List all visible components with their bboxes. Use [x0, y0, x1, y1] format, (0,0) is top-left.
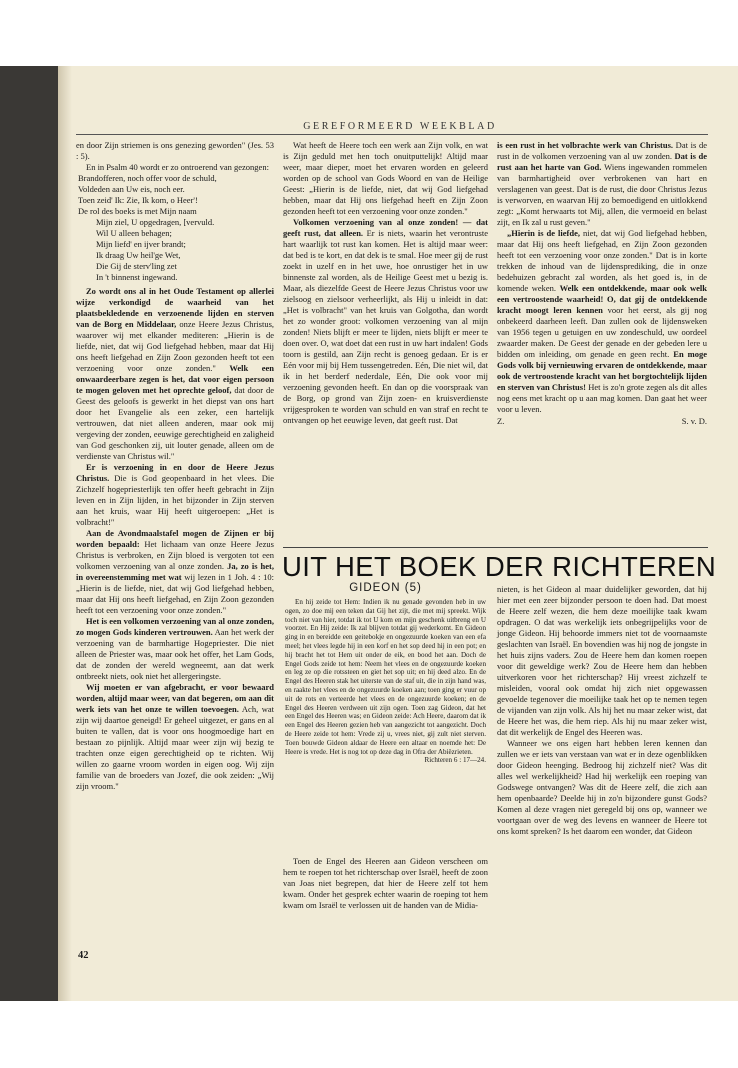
paragraph: nieten, is het Gideon al maar duidelijker geworden, dat hij hier met een zeer bijzonder persoon te doen had. Dat moest de Heere zelf wezen, die hem deze moeilijke taak kwam opdragen. O dat was werkelijk iets onbegrijpelijks voor de jonge Gideon. Hij behoorde immers niet tot de voornaamste geslachten van Israël. En bovendien was hij nog de jongste in het huis zijns vaders. Zou de Heere hem dan komen roepen voor dit geweldige werk? Zou de Heere hem dan hebben uitverkoren voor het richterschap? Hij vreest zichzelf te misleiden, vooral ook omdat hij zich niet opgewassen gevoelde tegenover die moeilijke taak het op te nemen tegen de vijanden van zijn volk. Als hij het nu maar zeker wist, dat de Heere het was, die hem riep. Als hij nu maar zeker wist, dat dit werkelijk de Engel des Heeren was.: [497, 584, 707, 737]
article-column-3: [497, 584, 707, 837]
poem-line: Mijn ziel, U opgedragen, [vervuld.: [96, 217, 215, 227]
text: Wiens ingewanden rommelen van barmhartigheid over verbrokenen van hart en verslagenen van geest. Dat is de rust, die door Christus Jezus is verworven, en waarvan Hij zo bemoedigend en uitlokkend zegt: „Komt herwaarts tot Mij, allen, die vermoeid en belast zijt, en Ik zal u rust geven.": [497, 162, 707, 227]
column-1: [76, 140, 274, 792]
bold-text: Dat is de rust aan het harte van God.: [497, 151, 707, 172]
paragraph: [76, 528, 274, 616]
text: niet, dat wij God liefgehad hebben, maar dat Hij ons heeft liefgehad, en Zijn Zoon gezonden heeft tot een verzoening voor onze zonden." Dat is in korte trekken de inhoud van de lijdensprediking, die in onze bedehuizen gebracht zal worden, als het goed is, in de komende weken.: [497, 228, 707, 293]
text: wij lezen in 1 Joh. 4 : 10: „Hierin is de liefde, niet, dat wij God liefgehad hebben, maar dat Hij ons heeft liefgehad, en Zijn Zoon gezonden heeft tot een verzoening voor onze zonden.": [76, 572, 274, 615]
column-3: [497, 140, 707, 427]
text: Het is zo'n grote zegen als dit alles nog eens met kracht op u aan mag komen. Dan gaat het weer voor u leven.: [497, 382, 707, 414]
poem-line: Die Gij de sterv'ling zet: [96, 261, 177, 271]
scan-left-edge: [0, 66, 58, 1001]
text: Dat is de rust in de volkomen verzoening van al uw zonden.: [497, 140, 707, 161]
poem-line: In 't binnenst ingewand.: [96, 272, 178, 282]
text: Die is God geopenbaard in het vlees. Die Zichzelf hogepriesterlijk ten offer heeft gebracht in Zijn leven en in Zijn lijden, in het bijzonder in Zijn sterven aan het kruis, waar Hij heeft uitgeroepen: „Het is volbracht!": [76, 473, 274, 527]
bold-text: Wij moeten er van afgebracht, er voor bewaard worden, altijd maar weer, van dat begeren, om aan dit werk iets van het onze te willen toevoegen.: [76, 682, 274, 714]
signature-initial: Z.: [497, 416, 505, 426]
poem-line: Brandofferen, noch offer voor de schuld,: [78, 173, 217, 183]
poem-line: Mijn liefd' en ijver brandt;: [96, 239, 186, 249]
paragraph: [76, 286, 274, 462]
article-rule: [283, 547, 708, 548]
bold-text: Volkomen verzoening van al onze zonden! — dat geeft rust, dat alleen.: [283, 217, 488, 238]
bold-text: Het is een volkomen verzoening van al onze zonden, zo mogen Gods kinderen vertrouwen.: [76, 616, 274, 637]
text: onze Heere Jezus Christus, waarover wij met elkander mediteren: „Hierin is de liefde, niet, dat wij God liefgehad hebben, maar dat Hij ons heeft liefgehad en Zijn Zoon gezonden heeft tot een verzoening voor onze zonden.": [76, 319, 274, 373]
poem-line: De rol des boeks is met Mijn naam: [78, 206, 197, 216]
spine-shadow: [58, 66, 72, 1001]
article-title: UIT HET BOEK DER RICHTEREN: [282, 551, 717, 582]
paragraph: [497, 140, 707, 228]
page-number: 42: [78, 950, 89, 961]
bold-text: Ja, zo is het, in overeenstemming met wat: [76, 561, 274, 582]
bottom-margin: [0, 1001, 738, 1068]
masthead-rule: [76, 134, 708, 135]
bold-text: Er is verzoening in en door de Heere Jezus Christus.: [76, 462, 274, 483]
paragraph: [497, 228, 707, 415]
bold-text: „Hierin is de liefde,: [507, 228, 580, 238]
paragraph: [283, 217, 488, 426]
signature-author: S. v. D.: [681, 416, 707, 426]
scripture-quote: [285, 598, 486, 765]
poem-line: Voldeden aan Uw eis, noch eer.: [78, 184, 185, 194]
article-subtitle: GIDEON (5): [349, 582, 422, 594]
bold-text: Aan de Avondmaalstafel mogen de Zijnen er bij worden bepaald:: [76, 528, 274, 549]
poem-line: Toen zeid' Ik: Zie, Ik kom, o Heer'!: [78, 195, 198, 205]
quote-source: Richteren 6 : 17—24.: [424, 756, 486, 765]
poem-line: Ik draag Uw heil'ge Wet,: [96, 250, 181, 260]
paragraph: [76, 462, 274, 528]
text: voor het eerst, als gij nog onbekeerd daarheen leeft. Dan zullen ook de lijdensweken van 1956 tegen u getuigen en uw zondeschuld, uw oordeel zwaarder maken. De Geest der genade en der gebeden lere u bidden om inleiding, om genade en geen recht.: [497, 305, 707, 359]
paragraph: Toen de Engel des Heeren aan Gideon verscheen om hem te roepen tot het richterschap over Israël, heeft de zoon van Joas niet begrepen, dat hier de Heere zelf tot hem kwam. Onder het gesprek echter waarin de roeping tot hem kwam om Israël te verlossen uit de handen van de Midia-: [283, 856, 488, 910]
text: Ach, wat zijn wij daartoe geneigd! Er geheel uitgezet, er gans en al buiten te vallen, dat is voor ons hoogmoedige hart en bestaan zo pijnlijk. Altijd maar weer zijn wij bezig te trachten onze eigen gerechtigheid op te richten. Wij willen zo gaarne vroom worden in eigen oog. Wij zijn familie van de broeders van Jozef, die ook zeiden: „Wij zijn vroom.": [76, 704, 275, 791]
paragraph: [76, 682, 274, 792]
paragraph: Wat heeft de Heere toch een werk aan Zijn volk, en wat is Zijn geduld met hen toch onuitputtelijk! Altijd maar weer, maar dieper, moet het ervaren worden en geleerd worden op de school van Gods Woord en van de Heilige Geest: „Hierin is de liefde, niet, dat wij God liefgehad hebben, maar dat Hij ons liefgehad heeft en Zijn Zoon gezonden heeft tot een verzoening voor onze zonden.": [283, 140, 488, 216]
text: dat door de Geest des geloofs is gewerkt in het diepst van ons hart door het Evangelie als een zeker, een hartelijk vertrouwen, dat niet alleen anderen, maar ook mij vergeving der zonden, eeuwige gerechtigheid en zaligheid van God geschonken zij, uit louter genade, alleen om de verdienste van Christus wil.": [76, 385, 274, 461]
bold-text: is een rust in het volbrachte werk van Christus.: [497, 140, 674, 150]
column-2: [283, 140, 488, 426]
paragraph: En in Psalm 40 wordt er zo ontroerend van gezongen:: [86, 162, 269, 172]
signature: [497, 416, 707, 427]
bold-text: En moge Gods volk bij vernieuwing ervaren de ontdekkende, maar ook de vertroostende kracht van het borgtochtelijk lijden en sterven van Christus!: [497, 349, 708, 392]
paragraph: Wanneer we ons eigen hart hebben leren kennen dan zullen we er iets van verstaan van wat er in deze ogenblikken door Gideon heenging. Bedroog hij zichzelf niet? Was dit alles wel werkelijkheid? Had hij werkelijk een roeping van Godswege ontvangen? Was dit de Heere zelf, die zich aan hem openbaarde? Deelde hij in zo'n bijzondere gunst Gods? Komen al deze vragen niet geregeld bij ons op, wanneer we voortgaan over de weg des levens en wanneer de Heere tot ons komt spreken? Is het daarom een wonder, dat Gideon: [497, 738, 707, 836]
bold-text: Welk een onwaardeerbare zegen is het, dat voor eigen persoon te mogen geloven met het oprechte geloof,: [76, 363, 274, 395]
poem-line: Wil U alleen behagen;: [96, 228, 172, 238]
text: Aan het werk der verzoening van de barmhartige Hogepriester. Die niet alleen de Priester was, maar ook het offer, het Lam Gods, dat de zonden der wereld wegneemt, aan dat werk ontbreekt niets, ook niet het allergeringste.: [76, 627, 274, 681]
top-margin: [0, 0, 738, 66]
masthead: GEREFORMEERD WEEKBLAD: [303, 121, 497, 132]
quote-text: En hij zeide tot Hem: Indien ik nu genade gevonden heb in uw ogen, zo doe mij een teken dat Gij het zijt, die met mij spreekt. Wijk toch niet van hier, totdat ik tot U kom en mijn geschenk uitbreng en U voorzet. En Hij zeide: Ik zal blijven totdat gij wederkomt. En Gideon ging in en bereidde een geitebokje en ongezuurde koeken van een efa meel; het vlees legde hij in een korf en het sop deed hij in een pot; en hij bracht het tot Hem uit onder de eik, en bood het aan. Doch de Engel Gods zeide tot hem: Neem het vlees en de ongezuurde koeken en leg ze op die rotssteen en giet het sop uit; en hij deed alzo. En de Engel des Heeren stak het uiterste van de staf uit, die in zijn hand was, en raakte het vlees en de ongezuurde koeken aan; toen ging er vuur op uit de rots en verteerde het vlees en de ongezuurde koeken; en de Engel des Heeren verdween uit zijn ogen. Toen zag Gideon, dat het een Engel des Heeren was; en Gideon zeide: Ach Heere, daarom dat ik een Engel des Heeren gezien heb van aangezicht tot aangezicht. Doch de Heere zeide tot hem: Vrede zij u, vrees niet, gij zult niet sterven. Toen bouwde Gideon aldaar de Heere een altaar en noemde het: De Heere is vrede. Het is nog tot op deze dag in Ofra der Abiëzrieten.: [285, 598, 486, 756]
text: Het lichaam van onze Heere Jezus Christus is verbroken, en Zijn bloed is vergoten tot een volkomen verzoening van al onze zonden.: [76, 539, 274, 571]
paragraph: [76, 616, 274, 682]
psalm-verse: [76, 173, 274, 283]
bold-text: Welk een ontdekkende, maar ook welk een vertroostende waarheid! O, dat gij de ontdekkende kracht moogt leren kennen: [497, 283, 707, 315]
article-column-2: [283, 856, 488, 911]
paragraph: en door Zijn striemen is ons genezing geworden" (Jes. 53 : 5).: [76, 140, 274, 161]
bold-text: Zo wordt ons al in het Oude Testament op allerlei wijze verkondigd de waarheid van het plaatsbekledende en verzoenende lijden en sterven van de Borg en Middelaar,: [76, 286, 274, 329]
text: Er is niets, waarin het verontruste hart waarlijk tot rust kan komen. Het is altijd maar weer: dat bed is te kort, en dat dek is te smal. Hoe meer gij de rust zoekt in uzelf en in het uwe, hoe onrustiger het in uw binnenste zal worden, als de Heilige Geest met u bezig is. Maar, als diezelfde Geest de Heere Jezus Christus voor uw zielsoog en zielsoor verheerlijkt, als Hij u inleidt in dat: „Het is volbracht" van het kruis van Golgotha, dan wordt het zo wonder groot: volkomen verzoening van al mijn zonden! Niets blijft er meer te lijden, niets blijft er meer te doen over. O, wat doet dat een rust in uw hart indalen! Gods toorn is gestild, aan Zijn recht is genoeg gedaan. Er is er Eén voor mij bij Hem tussengetreden. Eén, Die niet wil, dat ik in het berderf nederdale, Eén, Die ook voor mij verzoening gevonden heeft. En dan op die voorspraak van de Borg, op grond van Zijn zoen- en kruisverdienste vrijgesproken te worden van schuld en van straf en recht te ontvangen op het eeuwige leven, dat geeft rust. Dat: [283, 228, 488, 425]
